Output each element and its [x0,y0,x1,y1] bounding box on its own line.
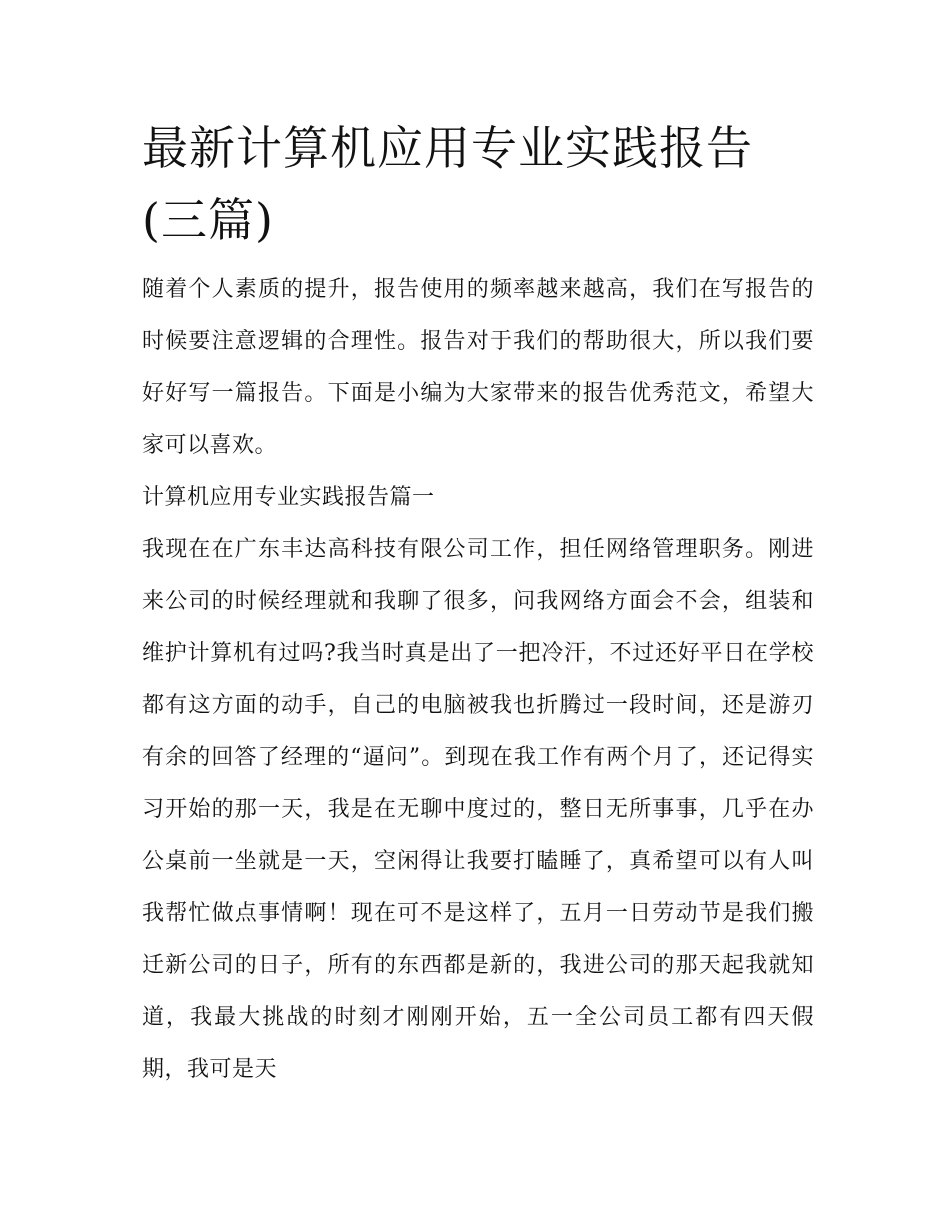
section-body-paragraph: 我现在在广东丰达高科技有限公司工作，担任网络管理职务。刚进来公司的时候经理就和我聊了很多，问我网络方面会不会，组装和维护计算机有过吗?我当时真是出了一把冷汗，不过还好平日在学校都有这方面的动手，自己的电脑被我也折腾过一段时间，还是游刃有余的回答了经理的“逼问”。到现在我工作有两个月了，还记得实习开始的那一天，我是在无聊中度过的，整日无所事事，几乎在办公桌前一坐就是一天，空闲得让我要打瞌睡了，真希望可以有人叫我帮忙做点事情啊！现在可不是这样了，五月一日劳动节是我们搬迁新公司的日子，所有的东西都是新的，我进公司的那天起我就知道，我最大挑战的时刻才刚刚开始，五一全公司员工都有四天假期，我可是天 [142,537,814,1082]
section-heading: 计算机应用专业实践报告篇一 [142,485,435,510]
document-title: 最新计算机应用专业实践报告(三篇) [142,121,753,247]
document-page [142,112,814,1096]
intro-paragraph: 随着个人素质的提升，报告使用的频率越来越高，我们在写报告的时候要注意逻辑的合理性。报告对于我们的帮助很大，所以我们要好好写一篇报告。下面是小编为大家带来的报告优秀范文，希望大家可以喜欢。 [142,277,814,458]
